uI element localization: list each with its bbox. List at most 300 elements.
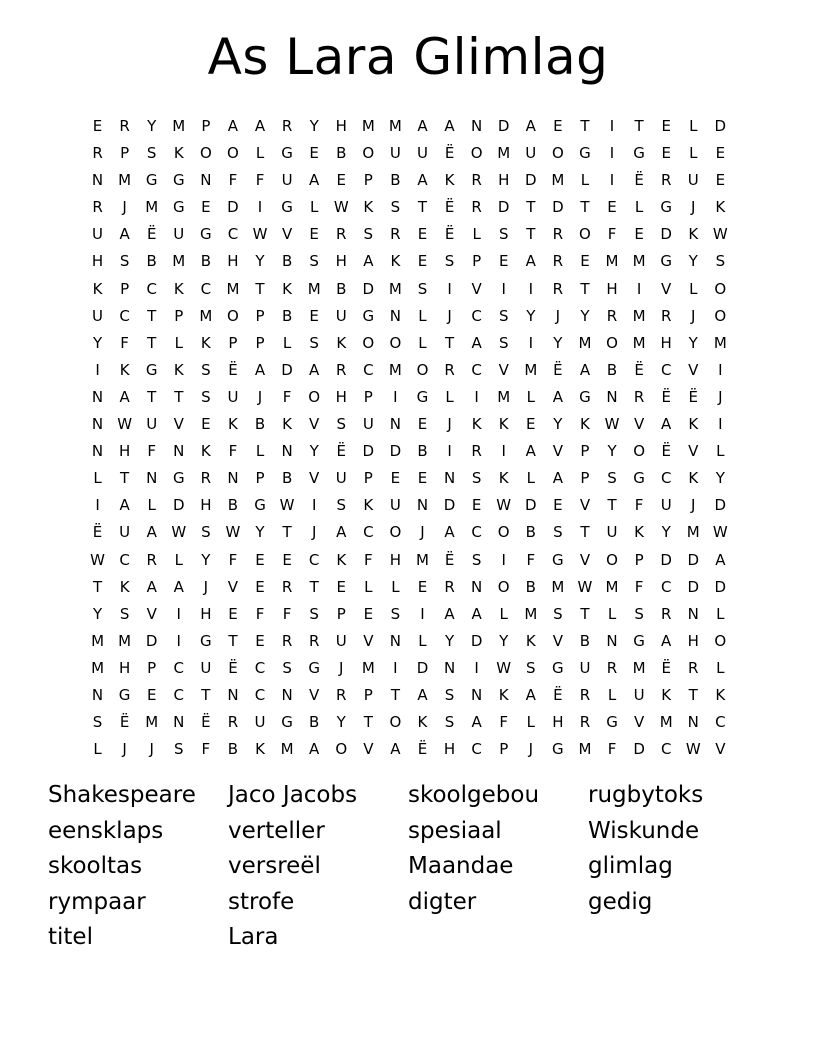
grid-letter: Y: [201, 550, 211, 569]
grid-letter: G: [200, 631, 212, 650]
word-list-item: spesiaal: [408, 817, 502, 844]
grid-letter: Y: [580, 306, 590, 325]
grid-letter: W: [685, 740, 701, 759]
grid-letter: K: [119, 360, 130, 379]
grid-letter: T: [580, 279, 590, 298]
grid-letter: T: [147, 333, 157, 352]
grid-letter: W: [117, 415, 133, 434]
grid-letter: L: [716, 604, 725, 623]
grid-letter: H: [227, 252, 239, 271]
grid-letter: T: [580, 117, 590, 135]
grid-letter: K: [173, 144, 184, 163]
grid-letter: U: [173, 225, 185, 244]
grid-letter: U: [687, 171, 699, 190]
grid-letter: A: [309, 740, 320, 759]
grid-letter: L: [607, 604, 617, 623]
grid-letter: V: [579, 550, 591, 569]
grid-letter: J: [691, 496, 696, 515]
grid-letter: U: [146, 415, 158, 434]
grid-letter: T: [688, 685, 698, 704]
grid-letter: Y: [336, 713, 346, 732]
grid-letter: W: [225, 523, 241, 542]
grid-letter: T: [417, 198, 428, 217]
grid-letter: S: [336, 496, 346, 515]
grid-letter: D: [172, 496, 185, 515]
grid-letter: Y: [553, 333, 563, 352]
grid-letter: A: [417, 117, 428, 135]
grid-letter: A: [390, 740, 401, 759]
grid-letter: Y: [661, 523, 671, 542]
grid-row: [84, 140, 734, 167]
grid-letter: E: [336, 577, 346, 596]
grid-letter: O: [389, 523, 402, 542]
grid-letter: L: [526, 387, 535, 406]
grid-letter: B: [281, 252, 293, 271]
grid-letter: Y: [688, 252, 698, 271]
grid-letter: M: [686, 523, 700, 542]
word-list-item: titel: [48, 924, 93, 950]
grid-letter: L: [716, 658, 725, 677]
grid-letter: T: [255, 279, 265, 298]
grid-letter: C: [227, 225, 239, 244]
grid-letter: F: [120, 333, 129, 352]
grid-row: [84, 574, 734, 601]
grid-letter: I: [528, 279, 533, 298]
grid-letter: M: [388, 279, 402, 298]
grid-letter: U: [389, 496, 401, 515]
grid-letter: L: [255, 442, 265, 461]
grid-letter: L: [418, 631, 427, 650]
grid-letter: S: [309, 252, 319, 271]
grid-letter: H: [335, 117, 347, 135]
grid-letter: M: [91, 658, 105, 677]
grid-letter: P: [336, 604, 346, 623]
grid-letter: R: [471, 442, 482, 461]
grid-letter: A: [552, 469, 563, 488]
grid-letter: E: [92, 117, 103, 135]
grid-letter: F: [282, 387, 292, 406]
grid-letter: Y: [255, 252, 265, 271]
grid-letter: M: [280, 740, 294, 759]
grid-letter: G: [308, 658, 320, 677]
grid-letter: F: [228, 442, 238, 461]
grid-letter: L: [472, 225, 481, 244]
grid-letter: O: [470, 144, 483, 163]
grid-letter: G: [579, 144, 591, 163]
grid-letter: A: [417, 171, 428, 190]
grid-letter: A: [471, 713, 482, 732]
grid-letter: V: [146, 604, 157, 623]
grid-letter: N: [146, 469, 158, 488]
grid-letter: B: [146, 252, 157, 271]
grid-letter: Y: [92, 604, 103, 623]
grid-letter: G: [552, 658, 564, 677]
grid-letter: E: [553, 496, 563, 515]
grid-letter: E: [715, 171, 726, 190]
grid-letter: W: [333, 198, 349, 217]
grid-letter: D: [687, 550, 700, 569]
grid-letter: F: [634, 577, 644, 596]
grid-letter: R: [660, 306, 672, 325]
grid-letter: G: [552, 550, 564, 569]
grid-letter: D: [281, 360, 293, 379]
grid-letter: O: [362, 333, 375, 352]
grid-letter: K: [498, 415, 509, 434]
grid-letter: K: [634, 523, 645, 542]
grid-row: [84, 547, 734, 574]
grid-letter: G: [172, 469, 185, 488]
grid-letter: E: [417, 252, 428, 271]
grid-letter: M: [551, 171, 565, 190]
grid-letter: P: [120, 279, 130, 298]
grid-letter: I: [718, 360, 723, 379]
grid-letter: N: [471, 685, 483, 704]
grid-letter: F: [201, 740, 211, 759]
grid-letter: P: [472, 252, 482, 271]
grid-letter: R: [444, 360, 455, 379]
grid-letter: S: [634, 604, 644, 623]
grid-letter: E: [417, 577, 428, 596]
grid-letter: Ë: [444, 198, 455, 217]
grid-letter: S: [119, 252, 130, 271]
grid-letter: I: [609, 144, 615, 163]
grid-letter: U: [335, 469, 347, 488]
grid-letter: N: [389, 415, 402, 434]
grid-letter: M: [172, 252, 186, 271]
word-list-item: Jaco Jacobs: [228, 782, 358, 808]
grid-letter: K: [228, 415, 238, 434]
grid-letter: D: [497, 198, 510, 217]
grid-letter: M: [145, 713, 159, 732]
grid-letter: K: [119, 577, 130, 596]
grid-letter: Y: [147, 117, 157, 135]
grid-letter: V: [688, 442, 699, 461]
grid-letter: E: [526, 415, 536, 434]
grid-letter: A: [661, 631, 672, 650]
grid-letter: J: [555, 306, 561, 325]
grid-letter: V: [552, 631, 563, 650]
grid-letter: U: [579, 658, 591, 677]
grid-letter: J: [149, 740, 154, 759]
grid-letter: M: [172, 117, 186, 135]
word-list-item: versreël: [228, 853, 321, 879]
grid-letter: A: [715, 550, 726, 569]
grid-letter: Ë: [201, 713, 211, 732]
grid-row: [84, 655, 734, 682]
grid-letter: E: [336, 171, 346, 190]
grid-letter: V: [552, 442, 563, 461]
grid-letter: R: [336, 360, 347, 379]
grid-row: [84, 492, 734, 519]
grid-letter: G: [633, 144, 645, 163]
grid-row: [84, 411, 734, 438]
grid-letter: F: [634, 496, 644, 515]
grid-letter: J: [339, 658, 344, 677]
grid-letter: R: [119, 117, 130, 135]
grid-letter: D: [525, 171, 537, 190]
grid-letter: N: [389, 306, 402, 325]
grid-letter: M: [145, 198, 159, 217]
grid-letter: W: [712, 523, 728, 542]
grid-letter: N: [173, 442, 185, 461]
grid-letter: R: [606, 306, 618, 325]
grid-letter: T: [309, 577, 319, 596]
grid-letter: R: [552, 252, 564, 271]
grid-letter: R: [471, 198, 482, 217]
grid-letter: M: [388, 360, 402, 379]
grid-letter: U: [633, 685, 645, 704]
grid-letter: A: [525, 442, 536, 461]
grid-letter: H: [91, 252, 104, 271]
grid-letter: J: [257, 387, 263, 406]
grid-letter: K: [390, 252, 401, 271]
grid-letter: C: [173, 658, 185, 677]
grid-letter: L: [716, 442, 725, 461]
grid-letter: N: [227, 685, 239, 704]
word-list-item: skoolgebou: [408, 782, 540, 808]
grid-letter: A: [227, 117, 239, 135]
grid-letter: C: [471, 306, 482, 325]
grid-letter: M: [199, 306, 213, 325]
grid-letter: Ë: [634, 360, 644, 379]
grid-letter: O: [551, 144, 564, 163]
grid-letter: B: [227, 496, 239, 515]
grid-letter: P: [120, 144, 130, 163]
grid-letter: R: [308, 631, 320, 650]
grid-letter: G: [281, 144, 293, 163]
grid-letter: O: [714, 279, 727, 298]
grid-letter: M: [632, 333, 646, 352]
grid-letter: K: [417, 713, 428, 732]
grid-letter: A: [119, 225, 130, 244]
grid-letter: I: [501, 442, 506, 461]
grid-letter: N: [443, 469, 456, 488]
grid-letter: S: [92, 713, 103, 732]
grid-letter: M: [361, 658, 375, 677]
grid-letter: K: [471, 415, 482, 434]
grid-letter: P: [580, 469, 590, 488]
grid-row: [84, 303, 734, 330]
grid-letter: M: [497, 387, 511, 406]
grid-letter: M: [91, 631, 105, 650]
grid-letter: M: [578, 740, 592, 759]
grid-row: [84, 167, 734, 194]
grid-letter: J: [691, 198, 696, 217]
grid-letter: S: [444, 713, 455, 732]
grid-letter: Ë: [688, 387, 698, 406]
grid-letter: H: [687, 631, 699, 650]
grid-letter: L: [147, 496, 156, 515]
grid-letter: D: [660, 225, 672, 244]
grid-letter: A: [336, 523, 347, 542]
grid-letter: B: [281, 306, 293, 325]
grid-letter: C: [200, 279, 212, 298]
grid-letter: N: [91, 415, 104, 434]
grid-letter: O: [606, 550, 618, 569]
grid-letter: T: [526, 198, 536, 217]
grid-letter: L: [689, 144, 698, 163]
grid-letter: C: [254, 658, 266, 677]
grid-letter: N: [91, 387, 104, 406]
grid-letter: R: [552, 279, 564, 298]
grid-letter: U: [92, 306, 104, 325]
grid-letter: C: [471, 740, 482, 759]
grid-letter: Y: [92, 333, 103, 352]
grid-letter: C: [660, 740, 672, 759]
grid-letter: F: [526, 550, 536, 569]
grid-letter: W: [279, 496, 295, 515]
grid-letter: V: [661, 279, 672, 298]
grid-letter: K: [173, 360, 184, 379]
grid-letter: C: [173, 685, 185, 704]
grid-letter: N: [687, 713, 699, 732]
grid-letter: S: [471, 469, 482, 488]
grid-letter: D: [416, 658, 429, 677]
grid-letter: N: [606, 631, 618, 650]
grid-letter: V: [227, 577, 239, 596]
grid-letter: O: [714, 631, 727, 650]
grid-letter: T: [526, 225, 536, 244]
grid-letter: U: [389, 144, 401, 163]
grid-letter: E: [363, 604, 374, 623]
grid-letter: E: [417, 469, 428, 488]
grid-letter: S: [309, 333, 319, 352]
grid-letter: K: [498, 685, 509, 704]
grid-letter: S: [336, 415, 346, 434]
grid-letter: R: [552, 225, 564, 244]
grid-row: [84, 601, 734, 628]
grid-letter: D: [470, 631, 483, 650]
grid-letter: W: [90, 550, 105, 569]
grid-letter: I: [447, 279, 452, 298]
grid-letter: T: [580, 198, 590, 217]
grid-letter: Ë: [634, 171, 644, 190]
grid-letter: Ë: [228, 658, 238, 677]
grid-letter: N: [687, 604, 699, 623]
grid-letter: G: [281, 198, 293, 217]
word-list-item: Lara: [228, 924, 279, 950]
grid-letter: E: [282, 550, 292, 569]
grid-letter: A: [363, 252, 374, 271]
grid-letter: O: [416, 360, 429, 379]
grid-letter: N: [91, 171, 104, 190]
grid-letter: P: [363, 469, 373, 488]
grid-letter: K: [525, 631, 536, 650]
grid-letter: N: [389, 631, 402, 650]
grid-letter: L: [689, 279, 698, 298]
grid-letter: H: [443, 740, 456, 759]
grid-letter: R: [92, 198, 103, 217]
grid-letter: K: [363, 496, 374, 515]
grid-letter: A: [579, 360, 591, 379]
grid-letter: A: [444, 117, 455, 135]
grid-letter: I: [609, 171, 615, 190]
grid-letter: C: [660, 360, 672, 379]
grid-letter: O: [308, 387, 321, 406]
grid-row: [84, 709, 734, 736]
grid-letter: Ë: [92, 523, 103, 542]
grid-letter: G: [172, 198, 185, 217]
grid-letter: R: [146, 550, 157, 569]
grid-letter: P: [363, 685, 373, 704]
grid-letter: I: [176, 604, 181, 623]
grid-letter: E: [498, 252, 509, 271]
grid-letter: S: [607, 469, 617, 488]
grid-letter: S: [363, 225, 374, 244]
grid-letter: E: [390, 469, 401, 488]
grid-letter: E: [553, 117, 563, 135]
grid-letter: E: [661, 117, 671, 135]
word-list-item: Maandae: [408, 853, 514, 879]
grid-letter: N: [200, 171, 212, 190]
grid-letter: B: [336, 279, 347, 298]
grid-letter: S: [553, 523, 563, 542]
grid-letter: M: [632, 658, 646, 677]
grid-letter: L: [526, 713, 535, 732]
grid-letter: M: [388, 117, 402, 135]
grid-letter: U: [335, 306, 347, 325]
grid-row: [84, 628, 734, 655]
grid-letter: Y: [309, 117, 319, 135]
grid-letter: R: [227, 713, 239, 732]
grid-letter: L: [282, 333, 292, 352]
grid-letter: M: [632, 252, 646, 271]
word-list-item: rugbytoks: [588, 782, 704, 808]
grid-letter: E: [309, 306, 319, 325]
grid-letter: W: [496, 658, 512, 677]
grid-letter: S: [282, 658, 292, 677]
word-list-item: strofe: [228, 888, 295, 915]
grid-letter: S: [201, 387, 211, 406]
grid-letter: E: [580, 252, 590, 271]
grid-letter: P: [255, 469, 265, 488]
grid-letter: N: [281, 442, 293, 461]
grid-letter: W: [252, 225, 268, 244]
grid-letter: O: [714, 306, 727, 325]
grid-letter: W: [604, 415, 620, 434]
grid-letter: K: [688, 469, 699, 488]
grid-row: [84, 276, 734, 303]
grid-letter: P: [634, 550, 644, 569]
grid-letter: T: [228, 631, 238, 650]
grid-row: [84, 113, 734, 140]
grid-letter: T: [120, 469, 130, 488]
grid-letter: P: [255, 306, 265, 325]
grid-letter: Ë: [661, 658, 671, 677]
grid-letter: U: [525, 144, 537, 163]
grid-letter: B: [525, 577, 536, 596]
grid-row: [84, 384, 734, 411]
grid-letter: D: [389, 442, 402, 461]
grid-row: [84, 465, 734, 492]
grid-letter: K: [282, 279, 292, 298]
grid-letter: C: [471, 360, 482, 379]
grid-letter: O: [389, 713, 402, 732]
grid-letter: C: [119, 306, 130, 325]
grid-letter: D: [660, 550, 672, 569]
grid-letter: H: [118, 658, 131, 677]
grid-letter: G: [606, 713, 618, 732]
grid-letter: A: [525, 252, 536, 271]
grid-letter: U: [254, 713, 266, 732]
grid-letter: E: [607, 198, 617, 217]
grid-letter: D: [633, 740, 645, 759]
grid-letter: D: [443, 496, 456, 515]
grid-letter: Ë: [553, 360, 563, 379]
grid-letter: A: [444, 523, 455, 542]
grid-letter: T: [92, 577, 103, 596]
grid-letter: N: [471, 577, 483, 596]
